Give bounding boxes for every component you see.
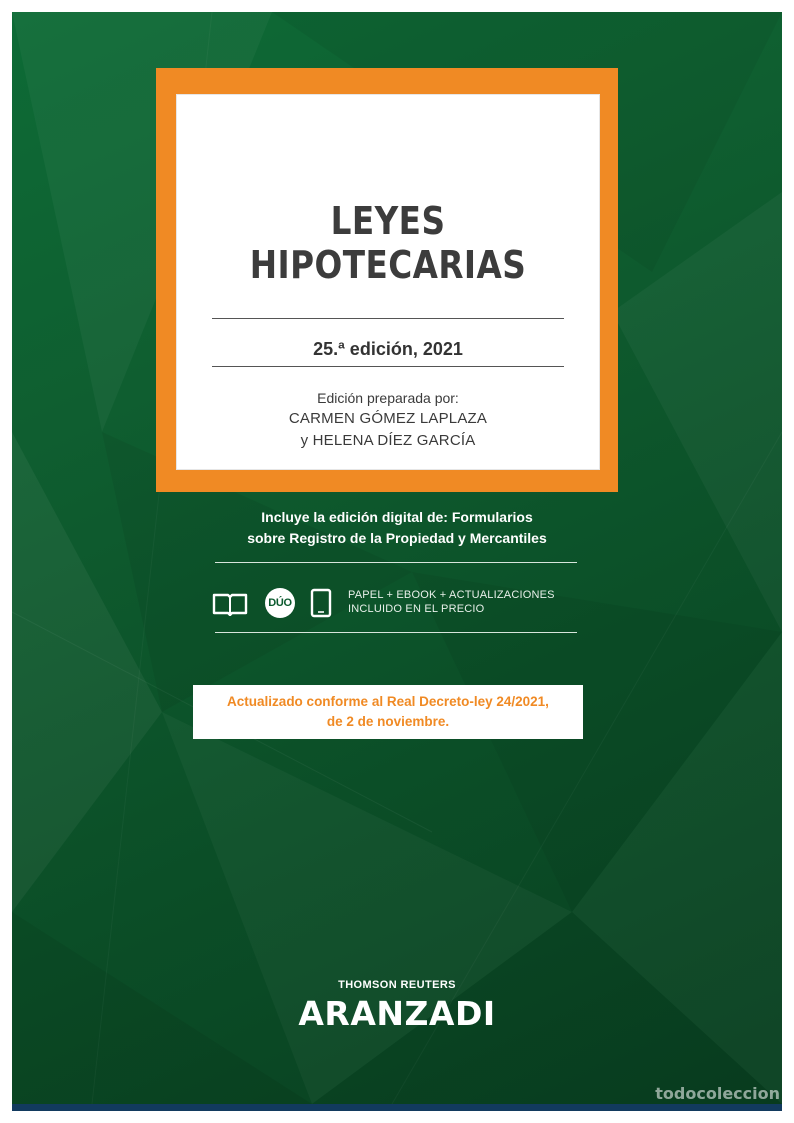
title-panel xyxy=(176,94,600,470)
author-1: CARMEN GÓMEZ LAPLAZA xyxy=(288,410,488,427)
update-notice-line-1: Actualizado conforme al Real Decreto-ley 24/2021, xyxy=(227,694,549,709)
update-notice-box xyxy=(193,685,583,739)
format-line-1: PAPEL + EBOOK + ACTUALIZACIONES xyxy=(348,589,555,601)
includes-divider xyxy=(215,562,577,563)
digital-edition-line-1: Incluye la edición digital de: Formularios xyxy=(261,509,533,525)
tablet-icon xyxy=(310,588,332,618)
publisher-logo: ARANZADI xyxy=(298,994,496,1033)
author-2: y HELENA DÍEZ GARCÍA xyxy=(300,432,476,449)
divider-bottom xyxy=(212,366,564,367)
update-notice xyxy=(193,692,583,732)
watermark: todocoleccion xyxy=(655,1084,780,1103)
divider-top xyxy=(212,318,564,319)
duo-badge-icon: DÚO xyxy=(265,588,295,618)
book-cover xyxy=(12,12,782,1104)
update-notice-line-2: de 2 de noviembre. xyxy=(326,714,450,729)
publisher-parent: THOMSON REUTERS xyxy=(338,979,456,991)
open-book-icon xyxy=(212,592,248,616)
book-title: LEYES HIPOTECARIAS xyxy=(249,199,527,287)
digital-edition-note xyxy=(202,507,592,549)
prepared-by-label: Edición preparada por: xyxy=(317,390,459,406)
format-description xyxy=(348,588,588,616)
bottom-strip xyxy=(12,1104,782,1111)
digital-edition-line-2: sobre Registro de la Propiedad y Mercantiles xyxy=(247,530,547,546)
icons-divider xyxy=(215,632,577,633)
format-line-2: INCLUIDO EN EL PRECIO xyxy=(348,603,485,615)
edition-label: 25.ª edición, 2021 xyxy=(313,339,463,359)
format-icons-row xyxy=(212,586,592,620)
